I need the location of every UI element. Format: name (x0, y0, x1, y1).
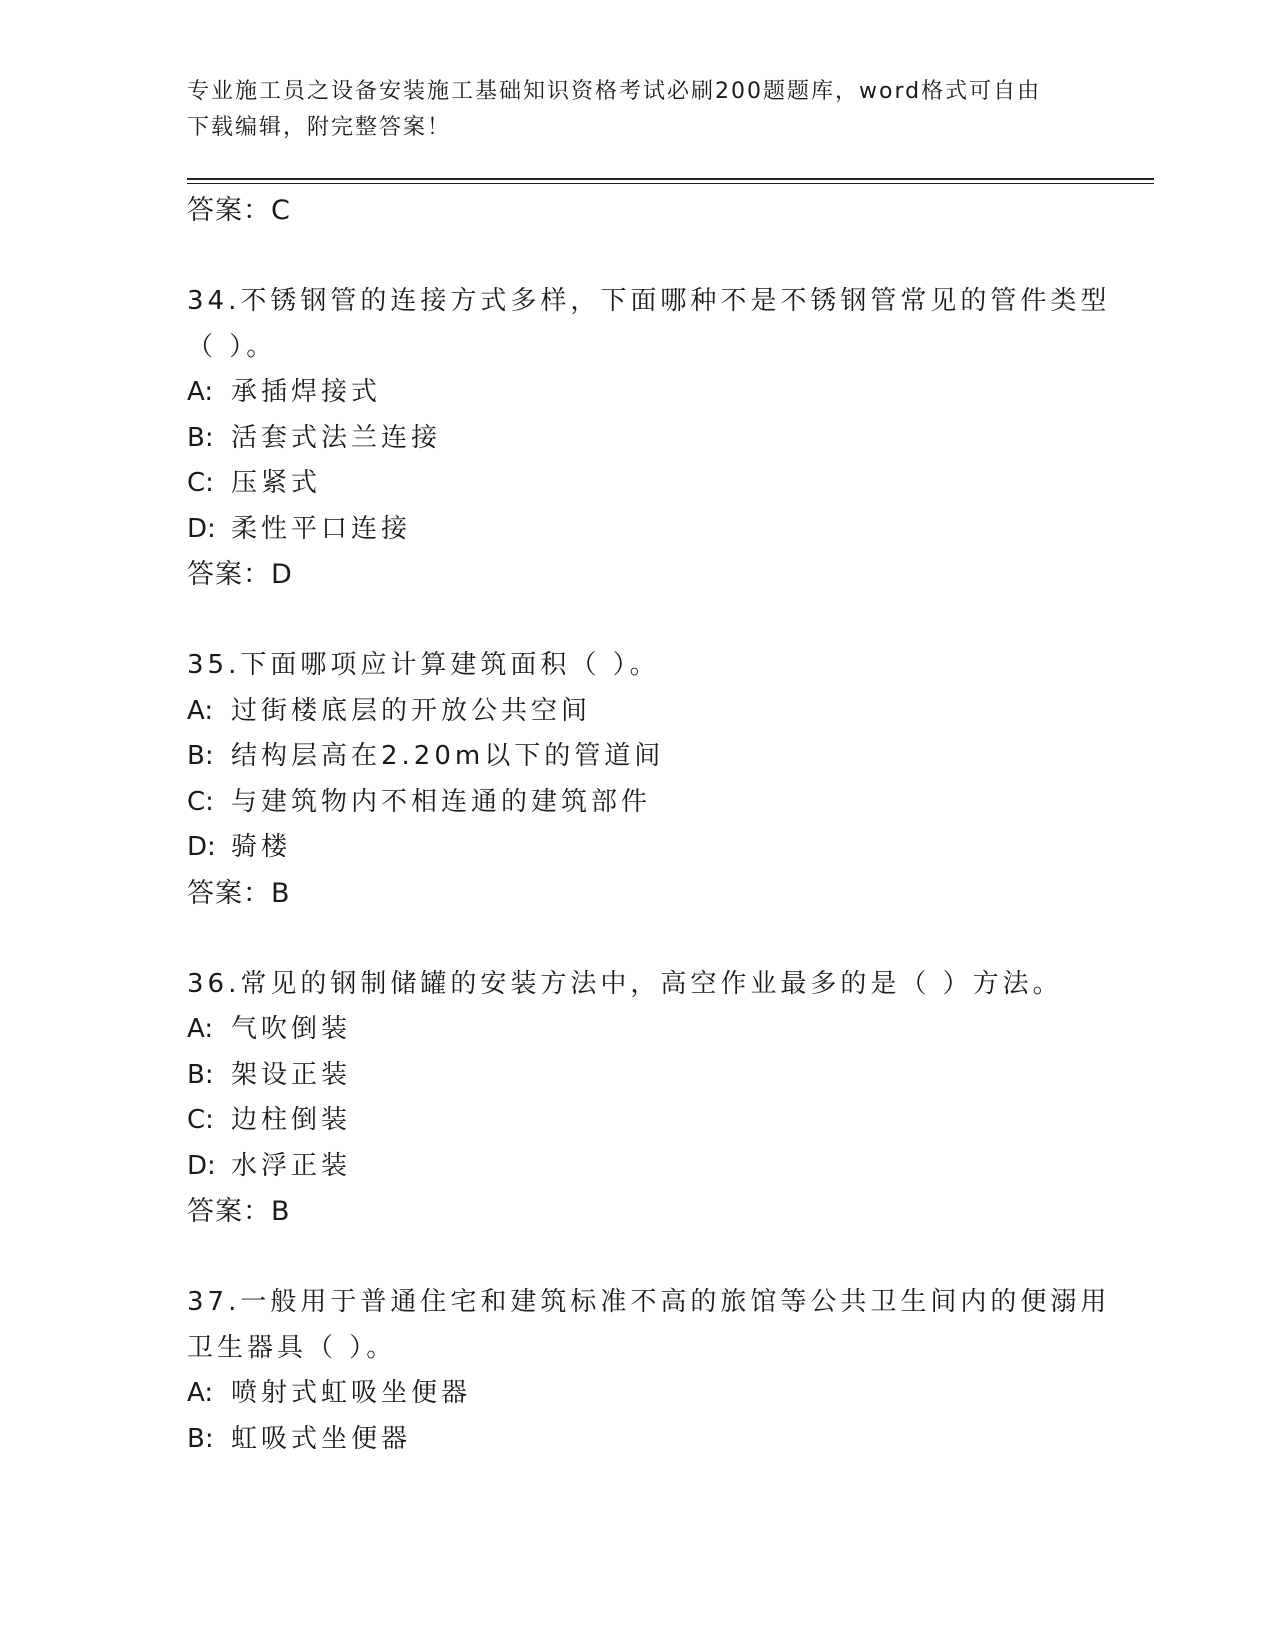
question-stem: 36.常见的钢制储罐的安装方法中，高空作业最多的是（ ）方法。 (187, 968, 1063, 999)
option-d (187, 825, 1087, 871)
answer: 答案：B (187, 877, 291, 909)
option-a (187, 370, 1087, 416)
option-text: 与建筑物内不相连通的建筑部件 (231, 786, 652, 817)
option-text: 水浮正装 (231, 1150, 352, 1181)
option-a (187, 1371, 1087, 1417)
question-34 (187, 279, 1111, 598)
option-c (187, 780, 1087, 826)
option-c (187, 461, 1087, 507)
option-text: 虹吸式坐便器 (231, 1423, 412, 1454)
option-a (187, 1007, 1087, 1053)
option-label: B: (187, 1059, 214, 1090)
page-header (187, 74, 1087, 146)
option-b (187, 416, 1087, 462)
option-c (187, 1098, 1087, 1144)
question-stem-continued: 卫生器具（ ）。 (187, 1332, 397, 1363)
answer: 答案：D (187, 559, 293, 590)
option-label: B: (187, 422, 214, 453)
header-line-2: 下载编辑，附完整答案！ (187, 115, 452, 140)
question-stem: 35.下面哪项应计算建筑面积（ ）。 (187, 650, 660, 680)
question-36 (187, 962, 1087, 1235)
option-text: 柔性平口连接 (231, 513, 412, 544)
option-text: 活套式法兰连接 (231, 422, 442, 453)
option-label: C: (187, 786, 214, 817)
option-label: A: (187, 377, 214, 407)
option-label: D: (187, 513, 216, 544)
option-label: B: (187, 741, 214, 771)
header-rule (187, 178, 1154, 180)
option-text: 骑楼 (231, 832, 292, 862)
question-stem: 37.一般用于普通住宅和建筑标准不高的旅馆等公共卫生间内的便溺用 (187, 1287, 1111, 1317)
answer: 答案：B (187, 1196, 291, 1227)
option-b (187, 1417, 1087, 1463)
option-text: 结构层高在2.20m以下的管道间 (231, 741, 665, 771)
question-content (187, 188, 1111, 1462)
option-text: 压紧式 (231, 468, 322, 498)
option-text: 过街楼底层的开放公共空间 (231, 695, 592, 726)
header-line-1: 专业施工员之设备安装施工基础知识资格考试必刷200题题库，word格式可自由 (187, 79, 1042, 104)
option-b (187, 734, 1087, 780)
question-37 (187, 1280, 1111, 1462)
option-label: A: (187, 1378, 214, 1408)
spacer (187, 598, 1087, 644)
option-label: A: (187, 1014, 214, 1044)
option-label: B: (187, 1423, 214, 1454)
option-text: 气吹倒装 (231, 1014, 352, 1044)
option-text: 边柱倒装 (231, 1105, 352, 1135)
option-d (187, 507, 1087, 553)
option-text: 承插焊接式 (231, 377, 382, 407)
option-label: D: (187, 1150, 216, 1181)
option-b (187, 1053, 1087, 1099)
spacer (187, 916, 1087, 962)
option-label: C: (187, 1105, 214, 1135)
option-label: A: (187, 695, 214, 726)
option-text: 喷射式虹吸坐便器 (231, 1378, 472, 1408)
option-label: D: (187, 832, 216, 862)
spacer (187, 234, 1087, 280)
previous-answer: 答案：C (187, 195, 291, 226)
question-stem-continued: （ ）。 (187, 331, 277, 362)
question-stem: 34.不锈钢管的连接方式多样，下面哪种不是不锈钢管常见的管件类型 (187, 286, 1111, 316)
option-text: 架设正装 (231, 1059, 352, 1090)
question-35 (187, 643, 1087, 916)
option-d (187, 1144, 1087, 1190)
header-rule-thin (187, 183, 1154, 184)
option-a (187, 689, 1087, 735)
option-label: C: (187, 468, 214, 498)
spacer (187, 1235, 1087, 1281)
